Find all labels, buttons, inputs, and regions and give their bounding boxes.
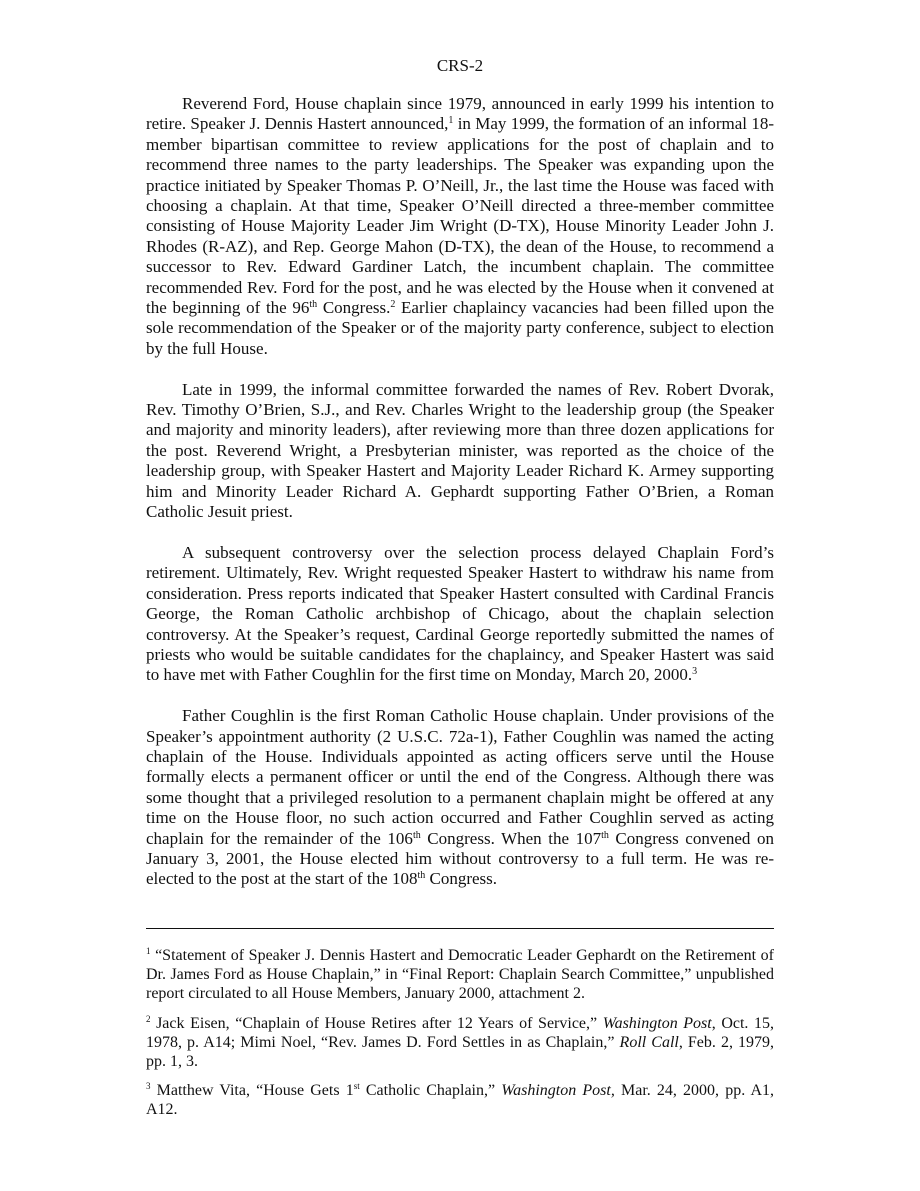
footnote-3-text-c: Mar. 24, 2000, pp. A1, A12. [146, 1082, 775, 1119]
paragraph-3 [146, 543, 774, 686]
paragraph-1 [146, 94, 774, 359]
footnote-1 [146, 946, 774, 1004]
publication-title: Washington Post [602, 1014, 712, 1032]
footnote-ref-2[interactable]: 2 [390, 299, 396, 311]
footnotes [146, 946, 774, 1130]
publication-title: Roll Call [619, 1033, 679, 1051]
publication-title: Washington Post, [501, 1082, 615, 1100]
paragraph-1-text-d: Earlier chaplaincy vacancies had been filled upon the sole recommendation of the Speaker or of the majority party conference, subject to election by the full House. [146, 298, 774, 358]
footnote-3 [146, 1081, 774, 1119]
footnote-3-text-b: Catholic Chaplain,” [359, 1082, 502, 1100]
ordinal-suffix: th [417, 870, 426, 882]
footnote-divider [146, 928, 774, 929]
paragraph-4-text-d: Congress. [425, 869, 498, 889]
paragraph-4 [146, 706, 774, 890]
paragraph-1-text-a: Reverend Ford, House chaplain since 1979, announced in early 1999 his intention to retire. Speaker J. Dennis Hastert announced, [146, 94, 774, 134]
footnote-ref-1[interactable]: 1 [448, 115, 454, 127]
ordinal-suffix: th [601, 829, 609, 841]
footnote-ref-3[interactable]: 3 [692, 666, 698, 678]
footnote-1-text: “Statement of Speaker J. Dennis Hastert and Democratic Leader Gephardt on the Retirement of Dr. James Ford as House Chaplain,” in “Final Report: Chaplain Search Committee,” unpublished report circulated to all House Members, January 2000, attachment 2. [146, 947, 774, 1003]
paragraph-4-text-c: Congress convened on January 3, 2001, the House elected him without controversy to a full term. He was re-elected to the post at the start of the 108 [146, 828, 774, 889]
footnote-number: 2 [146, 1013, 151, 1024]
paragraph-4-text-a: Father Coughlin is the first Roman Catholic House chaplain. Under provisions of the Speaker’s appointment authority (2 U.S.C. 72a-1), Father Coughlin was named the acting chaplain of the House. Individuals appointed as acting officers serve until the House formally elects a permanent officer or until the end of the Congress. Although there was some thought that a privileged resolution to a permanent chaplain might be offered at any time on the House floor, no such action occurred and Father Coughlin served as acting chaplain for the remainder of the 106 [146, 706, 774, 848]
paragraph-3-text: A subsequent controversy over the selection process delayed Chaplain Ford’s retirement. Ultimately, Rev. Wright requested Speaker Hastert to withdraw his name from consideration. Press reports indicated that Speaker Hastert consulted with Cardinal Francis George, the Roman Catholic archbishop of Chicago, about the chaplain selection controversy. At the Speaker’s request, Cardinal George reportedly submitted the names of priests who would be suitable candidates for the chaplaincy, and Speaker Hastert was said to have met with Father Coughlin for the first time on Monday, March 20, 2000. [146, 542, 774, 685]
footnote-3-text-a: Matthew Vita, “House Gets 1 [150, 1082, 354, 1100]
footnote-2 [146, 1014, 774, 1072]
page-number-header: CRS-2 [436, 56, 484, 75]
footnote-number: 1 [146, 946, 151, 956]
paragraph-1-text-b: in May 1999, the formation of an informal 18-member bipartisan committee to review applications for the post of chaplain and to recommend three names to the party leaderships. The Speaker was expanding upon the practice initiated by Speaker Thomas P. O’Neill, Jr., the last time the House was faced with choosing a chaplain. At that time, Speaker O’Neill directed a three-member committee consisting of House Majority Leader Jim Wright (D-TX), House Minority Leader John J. Rhodes (R-AZ), and Rep. George Mahon (D-TX), the dean of the House, to recommend a successor to Rev. Edward Gardiner Latch, the incumbent chaplain. The committee recommended Rev. Ford for the post, and he was elected by the House when it convened at the beginning of the 96 [146, 114, 774, 318]
ordinal-suffix: th [412, 829, 421, 841]
footnote-2-text-c: , Feb. 2, 1979, pp. 1, 3. [146, 1033, 775, 1071]
paragraph-1-text-c: Congress. [317, 298, 391, 318]
ordinal-suffix: th [309, 299, 318, 311]
footnote-2-text-b: , Oct. 15, 1978, p. A14; Mimi Noel, “Rev. James D. Ford Settles in as Chaplain,” [146, 1014, 775, 1051]
ordinal-suffix: st [353, 1081, 360, 1092]
paragraph-2: Late in 1999, the informal committee forwarded the names of Rev. Robert Dvorak, Rev. Timothy O’Brien, S.J., and Rev. Charles Wright to the leadership group (the Speaker and majority and minority leaders), after reviewing more than three dozen applications for the post. Reverend Wright, a Presbyterian minister, was reported as the choice of the leadership group, with Speaker Hastert and Majority Leader Richard K. Armey supporting him and Minority Leader Richard A. Gephardt supporting Father O’Brien, a Roman Catholic Jesuit priest. [146, 379, 774, 522]
footnote-2-text-a: Jack Eisen, “Chaplain of House Retires after 12 Years of Service,” [150, 1014, 603, 1032]
body-text [146, 94, 774, 890]
footnote-number: 3 [146, 1081, 151, 1092]
paragraph-4-text-b: Congress. When the 107 [420, 828, 602, 848]
